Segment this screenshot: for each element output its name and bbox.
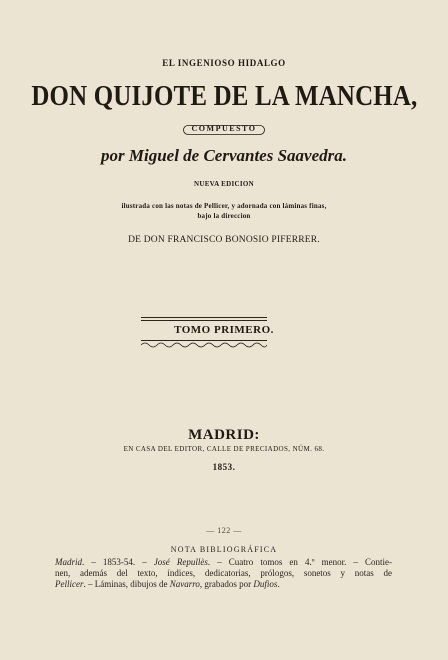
illustrated-line-1: ilustrada con las notas de Pellicer, y adornada con láminas finas, xyxy=(121,202,327,210)
bibliographic-note xyxy=(55,557,392,590)
page-number: — 122 — xyxy=(206,526,242,535)
edition-label: NUEVA EDICION xyxy=(194,180,254,188)
note-years: . – 1853-54. – xyxy=(82,557,154,567)
city: MADRID: xyxy=(188,427,260,443)
note-printer: José Repullès xyxy=(153,557,208,567)
note-heading: NOTA BIBLIOGRÁFICA xyxy=(170,545,278,554)
note-line-3 xyxy=(55,579,392,590)
volume-top-rule xyxy=(141,317,267,318)
pre-title: EL INGENIOSO HIDALGO xyxy=(162,58,286,68)
main-title: DON QUIJOTE DE LA MANCHA, xyxy=(31,80,418,112)
note-dufios: Dufios xyxy=(253,579,278,589)
year: 1853. xyxy=(212,462,236,472)
editor-line: DE DON FRANCISCO BONOSIO PIFERRER. xyxy=(128,235,320,245)
note-place: Madrid xyxy=(55,557,82,567)
note-line-1 xyxy=(55,557,392,568)
note-period: . xyxy=(277,579,280,589)
compuesto-label: COMPUESTO xyxy=(191,124,257,133)
note-line-2: nen, además del texto, índices, dedicatorias, prólogos, sonetos y notas de xyxy=(55,568,392,578)
note-pellicer: Pellicer xyxy=(55,579,84,589)
volume-label: TOMO PRIMERO. xyxy=(174,324,274,336)
note-plates: . – Láminas, dibujos de xyxy=(83,579,170,589)
publisher-address: EN CASA DEL EDITOR, CALLE DE PRECIADOS, NÚM. 68. xyxy=(123,445,325,453)
illustrated-line-2: bajo la direccion xyxy=(197,212,251,220)
volume-ornament xyxy=(141,341,267,349)
note-engraved: , grabados por xyxy=(199,579,254,589)
note-navarro: Navarro xyxy=(169,579,200,589)
author: por Miguel de Cervantes Saavedra. xyxy=(100,146,348,165)
note-format: . – Cuatro tomos en 4.º menor. – Contie- xyxy=(207,557,393,567)
volume-top-rule-2 xyxy=(141,320,267,321)
